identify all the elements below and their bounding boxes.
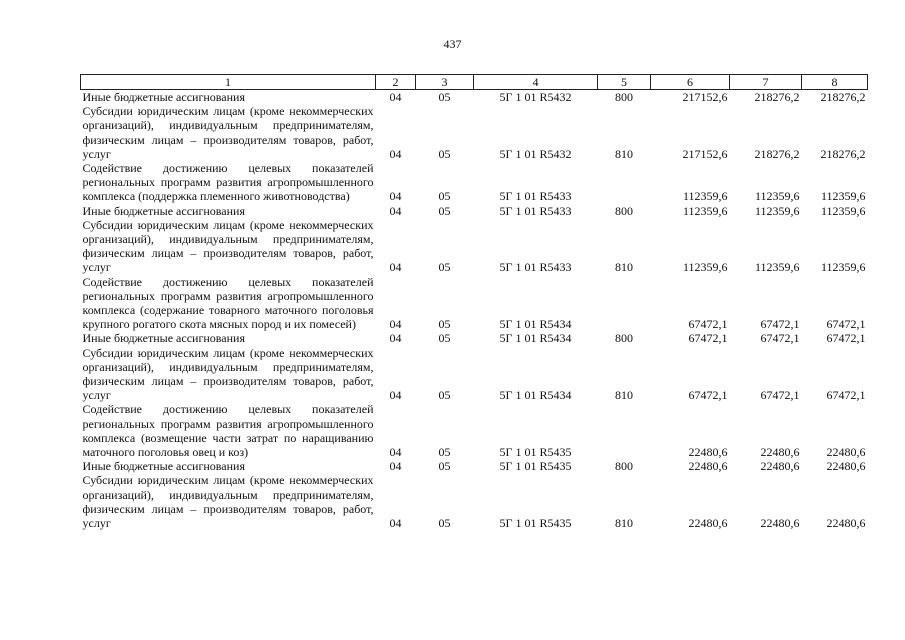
- row-amount-year1: 112359,6: [682, 189, 728, 204]
- table-row: [81, 90, 868, 105]
- row-expense-type: 800: [615, 459, 633, 474]
- row-subsection: 05: [438, 189, 451, 204]
- row-target-code: 5Г 1 01 R5435: [499, 516, 572, 531]
- row-name: Иные бюджетные ассигнования: [82, 203, 245, 218]
- table-row: [81, 346, 868, 403]
- row-expense-type: 810: [615, 260, 633, 275]
- row-expense-type: 810: [615, 146, 633, 161]
- row-subsection: 05: [438, 459, 451, 474]
- table-row: [81, 204, 868, 218]
- row-amount-year2: 67472,1: [760, 388, 800, 403]
- header-col-7: 7: [730, 75, 802, 90]
- row-target-code: 5Г 1 01 R5434: [499, 331, 572, 346]
- table-row: [81, 104, 868, 161]
- header-col-6: 6: [651, 75, 730, 90]
- header-col-4: 4: [474, 75, 598, 90]
- row-name: Иные бюджетные ассигнования: [82, 331, 245, 346]
- row-target-code: 5Г 1 01 R5434: [499, 317, 572, 332]
- row-target-code: 5Г 1 01 R5433: [499, 260, 572, 275]
- table-row: [81, 161, 868, 204]
- row-amount-year2: 67472,1: [760, 317, 800, 332]
- row-name: Иные бюджетные ассигнования: [82, 459, 245, 474]
- row-amount-year2: 22480,6: [760, 459, 800, 474]
- row-name: Субсидии юридическим лицам (кроме некоммерческих организаций), индивидуальным предпринимателям, физическим лицам – производителям товаров, работ, услуг: [82, 345, 374, 403]
- row-subsection: 05: [438, 90, 451, 104]
- row-name: Содействие достижению целевых показателей региональных программ развития агропромышленного комплекса (возмещение части затрат по наращиванию маточного поголовья овец и коз): [82, 402, 374, 460]
- row-amount-year1: 112359,6: [682, 203, 728, 218]
- row-amount-year1: 22480,6: [688, 445, 728, 460]
- row-section: 04: [389, 189, 402, 204]
- row-amount-year3: 67472,1: [826, 331, 866, 346]
- row-amount-year3: 22480,6: [826, 445, 866, 460]
- row-amount-year2: 112359,6: [754, 189, 800, 204]
- header-col-8: 8: [802, 75, 868, 90]
- row-amount-year3: 112359,6: [820, 260, 866, 275]
- row-subsection: 05: [438, 516, 451, 531]
- row-amount-year3: 112359,6: [820, 203, 866, 218]
- table-row: [81, 402, 868, 459]
- row-section: 04: [389, 90, 402, 104]
- row-section: 04: [389, 459, 402, 474]
- row-section: 04: [389, 317, 402, 332]
- row-name: Содействие достижению целевых показателей региональных программ развития агропромышленного комплекса (поддержка племенного животноводства): [82, 161, 374, 204]
- row-amount-year3: 22480,6: [826, 516, 866, 531]
- table-row: [81, 459, 868, 473]
- row-target-code: 5Г 1 01 R5433: [499, 189, 572, 204]
- row-amount-year1: 67472,1: [688, 317, 728, 332]
- row-name: Субсидии юридическим лицам (кроме некоммерческих организаций), индивидуальным предпринимателям, физическим лицам – производителям товаров, работ, услуг: [82, 104, 374, 161]
- row-expense-type: 810: [615, 388, 633, 403]
- row-target-code: 5Г 1 01 R5433: [499, 203, 572, 218]
- row-subsection: 05: [438, 317, 451, 332]
- row-amount-year2: 218276,2: [754, 146, 800, 161]
- row-section: 04: [389, 203, 402, 218]
- row-subsection: 05: [438, 146, 451, 161]
- header-col-2: 2: [376, 75, 416, 90]
- row-expense-type: 800: [615, 90, 633, 104]
- row-section: 04: [389, 331, 402, 346]
- row-subsection: 05: [438, 331, 451, 346]
- row-expense-type: [598, 161, 651, 204]
- header-col-5: 5: [598, 75, 651, 90]
- row-amount-year2: 22480,6: [760, 516, 800, 531]
- row-section: 04: [389, 146, 402, 161]
- row-name: Содействие достижению целевых показателей региональных программ развития агропромышленного комплекса (содержание товарного маточного поголовья крупного рогатого скота мясных пород и их помесей): [82, 274, 374, 332]
- row-name: Субсидии юридическим лицам (кроме некоммерческих организаций), индивидуальным предпринимателям, физическим лицам – производителям товаров, работ, услуг: [82, 473, 374, 531]
- row-expense-type: 800: [615, 203, 633, 218]
- row-section: 04: [389, 516, 402, 531]
- row-amount-year1: 217152,6: [682, 146, 728, 161]
- row-amount-year2: 218276,2: [754, 90, 800, 104]
- budget-table: [80, 74, 868, 530]
- table-row: [81, 218, 868, 275]
- row-name: Иные бюджетные ассигнования: [82, 90, 245, 104]
- row-amount-year3: 112359,6: [820, 189, 866, 204]
- table-row: [81, 473, 868, 530]
- row-amount-year3: 67472,1: [826, 317, 866, 332]
- row-amount-year3: 67472,1: [826, 388, 866, 403]
- row-expense-type: [598, 275, 651, 332]
- row-subsection: 05: [438, 260, 451, 275]
- row-target-code: 5Г 1 01 R5434: [499, 388, 572, 403]
- row-expense-type: 800: [615, 331, 633, 346]
- row-subsection: 05: [438, 203, 451, 218]
- row-expense-type: [598, 402, 651, 459]
- table-row: [81, 331, 868, 345]
- row-amount-year3: 218276,2: [820, 146, 866, 161]
- page-number: 437: [443, 37, 462, 51]
- row-amount-year3: 22480,6: [826, 459, 866, 474]
- row-target-code: 5Г 1 01 R5435: [499, 459, 572, 474]
- row-section: 04: [389, 260, 402, 275]
- row-amount-year2: 67472,1: [760, 331, 800, 346]
- row-target-code: 5Г 1 01 R5435: [499, 445, 572, 460]
- header-col-3: 3: [416, 75, 474, 90]
- row-section: 04: [389, 445, 402, 460]
- header-row: [81, 75, 868, 90]
- row-amount-year2: 112359,6: [754, 203, 800, 218]
- row-name: Субсидии юридическим лицам (кроме некоммерческих организаций), индивидуальным предпринимателям, физическим лицам – производителям товаров, работ, услуг: [82, 217, 374, 275]
- row-target-code: 5Г 1 01 R5432: [499, 146, 572, 161]
- row-amount-year1: 22480,6: [688, 459, 728, 474]
- row-amount-year1: 67472,1: [688, 388, 728, 403]
- row-amount-year1: 67472,1: [688, 331, 728, 346]
- row-amount-year1: 217152,6: [682, 90, 728, 104]
- row-target-code: 5Г 1 01 R5432: [499, 90, 572, 104]
- row-subsection: 05: [438, 388, 451, 403]
- header-col-1: 1: [81, 75, 376, 90]
- row-amount-year2: 22480,6: [760, 445, 800, 460]
- row-amount-year1: 112359,6: [682, 260, 728, 275]
- table-row: [81, 275, 868, 332]
- row-subsection: 05: [438, 445, 451, 460]
- row-amount-year1: 22480,6: [688, 516, 728, 531]
- row-amount-year3: 218276,2: [820, 90, 866, 104]
- row-section: 04: [389, 388, 402, 403]
- row-amount-year2: 112359,6: [754, 260, 800, 275]
- row-expense-type: 810: [615, 516, 633, 531]
